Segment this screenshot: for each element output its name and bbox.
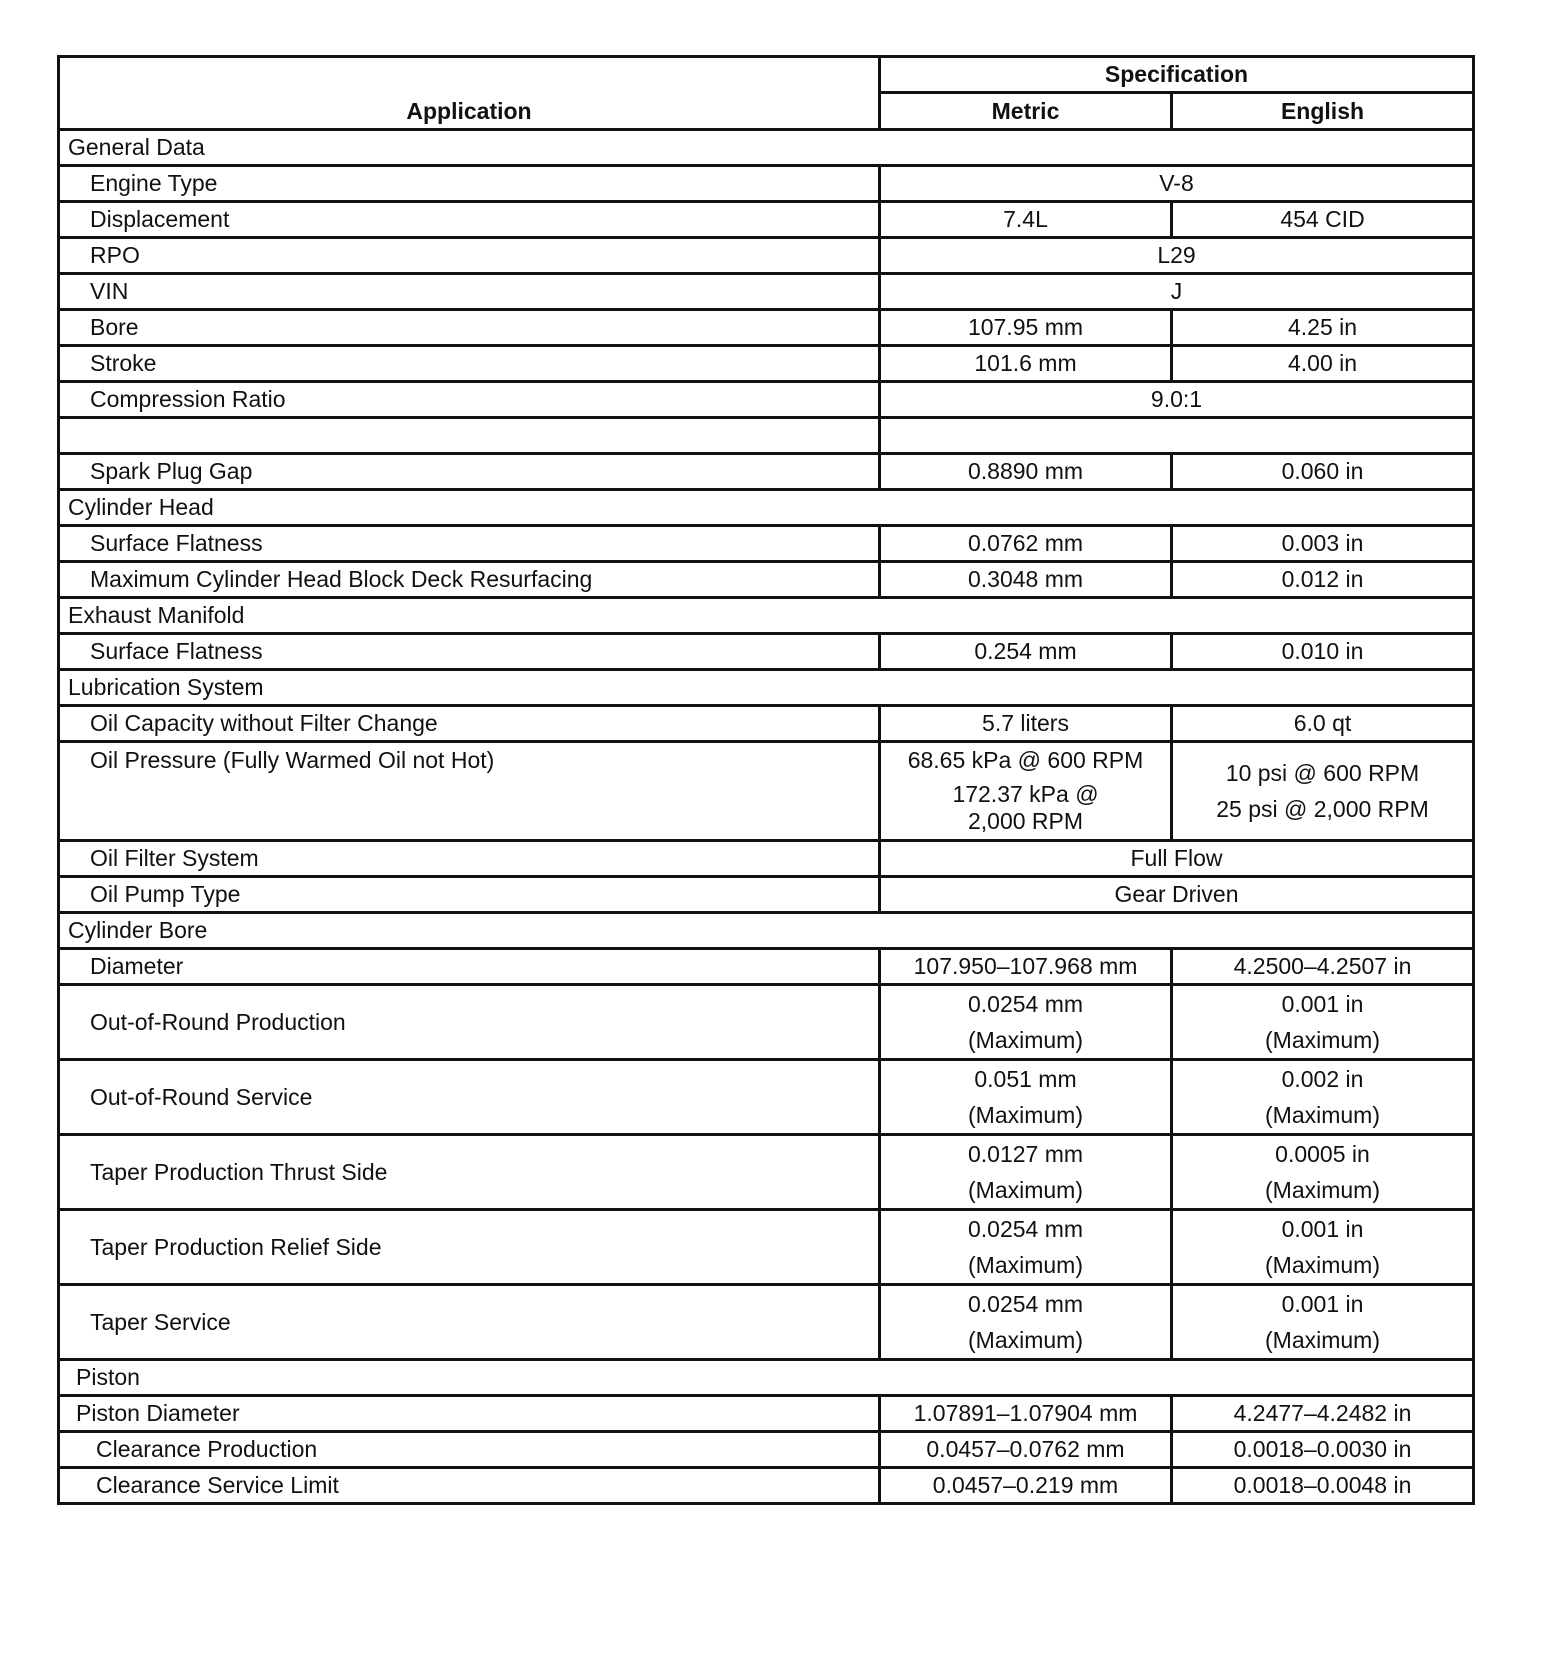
english-oor-service-value: 0.002 in <box>1281 1066 1364 1092</box>
table-row <box>59 949 1474 985</box>
empty-row <box>59 418 1474 454</box>
label-oor-production: Out-of-Round Production <box>59 985 880 1060</box>
table-row <box>59 877 1474 913</box>
label-stroke: Stroke <box>59 346 880 382</box>
metric-oor-production-value: 0.0254 mm <box>967 991 1084 1017</box>
english-taper-relief-value: 0.001 in <box>1281 1216 1364 1242</box>
english-manifold-surface-flatness: 0.010 in <box>1172 634 1474 670</box>
metric-oor-production-note: (Maximum) <box>968 1027 1083 1053</box>
metric-manifold-surface-flatness: 0.254 mm <box>880 634 1172 670</box>
metric-taper-service-value: 0.0254 mm <box>967 1291 1084 1317</box>
table-row <box>59 526 1474 562</box>
table-row <box>59 985 1474 1060</box>
table-row <box>59 841 1474 877</box>
metric-head-surface-flatness: 0.0762 mm <box>880 526 1172 562</box>
english-stroke: 4.00 in <box>1172 346 1474 382</box>
table-row <box>59 742 1474 841</box>
label-compression-ratio: Compression Ratio <box>59 382 880 418</box>
english-taper-thrust <box>1172 1135 1474 1210</box>
english-max-resurfacing: 0.012 in <box>1172 562 1474 598</box>
table-row <box>59 202 1474 238</box>
metric-oil-pressure-idle: 68.65 kPa @ 600 RPM <box>907 747 1144 773</box>
table-row <box>59 346 1474 382</box>
label-oil-pressure: Oil Pressure (Fully Warmed Oil not Hot) <box>59 742 880 841</box>
section-exhaust-manifold: Exhaust Manifold <box>59 598 1474 634</box>
metric-taper-service-note: (Maximum) <box>968 1327 1083 1353</box>
section-row <box>59 1360 1474 1396</box>
english-oor-production-value: 0.001 in <box>1281 991 1364 1017</box>
metric-spark-plug-gap: 0.8890 mm <box>880 454 1172 490</box>
metric-diameter: 107.950–107.968 mm <box>880 949 1172 985</box>
table-row <box>59 1432 1474 1468</box>
value-rpo: L29 <box>880 238 1474 274</box>
english-head-surface-flatness: 0.003 in <box>1172 526 1474 562</box>
english-diameter: 4.2500–4.2507 in <box>1172 949 1474 985</box>
table-row <box>59 1135 1474 1210</box>
label-spark-plug-gap: Spark Plug Gap <box>59 454 880 490</box>
section-general-data: General Data <box>59 130 1474 166</box>
table-row <box>59 310 1474 346</box>
label-manifold-surface-flatness: Surface Flatness <box>59 634 880 670</box>
metric-max-resurfacing: 0.3048 mm <box>880 562 1172 598</box>
metric-taper-relief-value: 0.0254 mm <box>967 1216 1084 1242</box>
metric-oil-capacity: 5.7 liters <box>880 706 1172 742</box>
label-oil-capacity: Oil Capacity without Filter Change <box>59 706 880 742</box>
english-oil-pressure-high: 25 psi @ 2,000 RPM <box>1216 796 1429 822</box>
header-application: Application <box>59 57 880 130</box>
metric-piston-diameter: 1.07891–1.07904 mm <box>880 1396 1172 1432</box>
table-row <box>59 1060 1474 1135</box>
metric-taper-relief <box>880 1210 1172 1285</box>
metric-taper-thrust-value: 0.0127 mm <box>967 1141 1084 1167</box>
label-oil-filter-system: Oil Filter System <box>59 841 880 877</box>
english-displacement: 454 CID <box>1172 202 1474 238</box>
english-oor-production-note: (Maximum) <box>1265 1027 1380 1053</box>
label-taper-thrust: Taper Production Thrust Side <box>59 1135 880 1210</box>
value-compression-ratio: 9.0:1 <box>880 382 1474 418</box>
metric-stroke: 101.6 mm <box>880 346 1172 382</box>
metric-bore: 107.95 mm <box>880 310 1172 346</box>
label-rpo: RPO <box>59 238 880 274</box>
label-clearance-service-limit: Clearance Service Limit <box>59 1468 880 1504</box>
table-row <box>59 1210 1474 1285</box>
header-metric: Metric <box>880 93 1172 130</box>
english-piston-diameter: 4.2477–4.2482 in <box>1172 1396 1474 1432</box>
label-bore: Bore <box>59 310 880 346</box>
metric-oil-pressure-high-b: 2,000 RPM <box>967 807 1084 834</box>
table-row <box>59 562 1474 598</box>
value-vin: J <box>880 274 1474 310</box>
english-oil-capacity: 6.0 qt <box>1172 706 1474 742</box>
section-row <box>59 670 1474 706</box>
metric-oor-production <box>880 985 1172 1060</box>
empty-cell <box>880 418 1474 454</box>
english-taper-relief-note: (Maximum) <box>1265 1252 1380 1278</box>
table-row <box>59 1468 1474 1504</box>
value-engine-type: V-8 <box>880 166 1474 202</box>
metric-taper-relief-note: (Maximum) <box>968 1252 1083 1278</box>
english-taper-thrust-note: (Maximum) <box>1265 1177 1380 1203</box>
metric-taper-service <box>880 1285 1172 1360</box>
english-oor-service-note: (Maximum) <box>1265 1102 1380 1128</box>
header-specification: Specification <box>880 57 1474 93</box>
label-oor-service: Out-of-Round Service <box>59 1060 880 1135</box>
label-engine-type: Engine Type <box>59 166 880 202</box>
metric-oil-pressure-high-a: 172.37 kPa @ <box>952 781 1099 808</box>
table-row <box>59 238 1474 274</box>
value-oil-filter-system: Full Flow <box>880 841 1474 877</box>
table-row <box>59 706 1474 742</box>
section-row <box>59 598 1474 634</box>
table-row <box>59 1285 1474 1360</box>
section-row <box>59 490 1474 526</box>
metric-oor-service-value: 0.051 mm <box>974 1066 1077 1092</box>
label-oil-pump-type: Oil Pump Type <box>59 877 880 913</box>
section-cylinder-bore: Cylinder Bore <box>59 913 1474 949</box>
section-piston: Piston <box>59 1360 1474 1396</box>
label-vin: VIN <box>59 274 880 310</box>
metric-oor-service <box>880 1060 1172 1135</box>
section-row <box>59 913 1474 949</box>
table-row <box>59 274 1474 310</box>
section-row <box>59 130 1474 166</box>
label-taper-service: Taper Service <box>59 1285 880 1360</box>
table-row <box>59 382 1474 418</box>
label-head-surface-flatness: Surface Flatness <box>59 526 880 562</box>
metric-oor-service-note: (Maximum) <box>968 1102 1083 1128</box>
english-oil-pressure-idle: 10 psi @ 600 RPM <box>1225 760 1420 786</box>
empty-cell <box>59 418 880 454</box>
label-clearance-production: Clearance Production <box>59 1432 880 1468</box>
english-taper-service <box>1172 1285 1474 1360</box>
english-taper-thrust-value: 0.0005 in <box>1275 1141 1370 1167</box>
english-taper-service-note: (Maximum) <box>1265 1327 1380 1353</box>
table-row <box>59 634 1474 670</box>
english-oor-service <box>1172 1060 1474 1135</box>
label-displacement: Displacement <box>59 202 880 238</box>
english-oor-production <box>1172 985 1474 1060</box>
metric-clearance-production: 0.0457–0.0762 mm <box>880 1432 1172 1468</box>
label-piston-diameter: Piston Diameter <box>59 1396 880 1432</box>
header-english: English <box>1172 93 1474 130</box>
english-oil-pressure <box>1172 742 1474 841</box>
section-lubrication-system: Lubrication System <box>59 670 1474 706</box>
table-row <box>59 1396 1474 1432</box>
english-taper-relief <box>1172 1210 1474 1285</box>
label-taper-relief: Taper Production Relief Side <box>59 1210 880 1285</box>
table-row <box>59 454 1474 490</box>
metric-clearance-service-limit: 0.0457–0.219 mm <box>880 1468 1172 1504</box>
english-clearance-service-limit: 0.0018–0.0048 in <box>1172 1468 1474 1504</box>
metric-taper-thrust <box>880 1135 1172 1210</box>
metric-taper-thrust-note: (Maximum) <box>968 1177 1083 1203</box>
english-clearance-production: 0.0018–0.0030 in <box>1172 1432 1474 1468</box>
engine-spec-table <box>57 55 1475 1505</box>
label-diameter: Diameter <box>59 949 880 985</box>
metric-oil-pressure <box>880 742 1172 841</box>
english-bore: 4.25 in <box>1172 310 1474 346</box>
label-max-resurfacing: Maximum Cylinder Head Block Deck Resurfacing <box>59 562 880 598</box>
table-row <box>59 166 1474 202</box>
english-taper-service-value: 0.001 in <box>1281 1291 1364 1317</box>
value-oil-pump-type: Gear Driven <box>880 877 1474 913</box>
metric-displacement: 7.4L <box>880 202 1172 238</box>
english-spark-plug-gap: 0.060 in <box>1172 454 1474 490</box>
section-cylinder-head: Cylinder Head <box>59 490 1474 526</box>
header-row <box>59 57 1474 93</box>
